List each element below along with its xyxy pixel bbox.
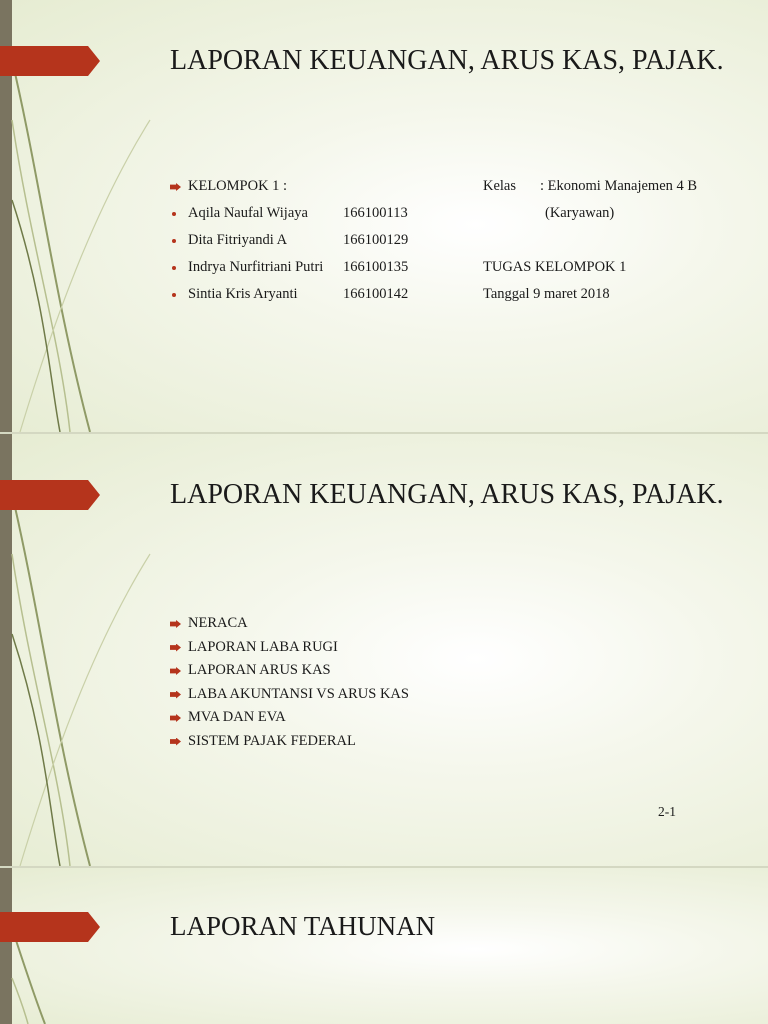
- dot-bullet-icon: [172, 293, 176, 297]
- list-item: [170, 709, 409, 733]
- list-item: [170, 639, 409, 663]
- topic-label: MVA DAN EVA: [188, 709, 286, 725]
- arrow-bullet-icon: [170, 620, 181, 628]
- list-item: [170, 286, 408, 313]
- topic-label: LAPORAN LABA RUGI: [188, 638, 338, 655]
- topic-label: NERACA: [188, 615, 248, 631]
- slide-title: LAPORAN KEUANGAN, ARUS KAS, PAJAK.: [170, 479, 724, 510]
- topic-label: LAPORAN ARUS KAS: [188, 662, 331, 678]
- topic-list: [170, 615, 409, 756]
- arrow-bullet-icon: [170, 644, 181, 652]
- member-name: Indrya Nurfitriani Putri: [188, 259, 324, 275]
- dot-bullet-icon: [172, 266, 176, 270]
- dot-bullet-icon: [172, 212, 176, 216]
- kelas-label: Kelas: [483, 178, 517, 194]
- slide-3: [0, 868, 768, 1024]
- topic-label: SISTEM PAJAK FEDERAL: [188, 732, 356, 749]
- member-name: Dita Fitriyandi A: [188, 232, 288, 248]
- arrow-bullet-icon: [170, 667, 181, 675]
- member-id: 166100135: [343, 259, 409, 275]
- list-item: [170, 615, 409, 639]
- arrow-bullet-icon: [170, 183, 181, 191]
- member-id: 166100142: [343, 286, 409, 302]
- title-arrow-tab: [0, 912, 100, 942]
- member-id: 166100113: [343, 205, 408, 221]
- slide-title: LAPORAN KEUANGAN, ARUS KAS, PAJAK.: [170, 45, 724, 76]
- member-list: [170, 178, 408, 313]
- task-label: TUGAS KELOMPOK 1: [483, 259, 627, 275]
- topic-label: LABA AKUNTANSI VS ARUS KAS: [188, 685, 409, 702]
- list-item: [170, 232, 408, 259]
- group-header: KELOMPOK 1 :: [188, 178, 288, 194]
- kelas-note: (Karyawan): [545, 205, 615, 221]
- list-item: [170, 733, 409, 757]
- arrow-bullet-icon: [170, 691, 181, 699]
- list-item: [170, 259, 408, 286]
- list-item: [170, 178, 408, 205]
- member-name: Aqila Naufal Wijaya: [188, 205, 308, 221]
- swoosh-decoration: [0, 868, 160, 1024]
- slide-1: [0, 0, 768, 432]
- list-item: [170, 662, 409, 686]
- slide-2: [0, 434, 768, 866]
- member-id: 166100129: [343, 232, 409, 248]
- arrow-bullet-icon: [170, 714, 181, 722]
- kelas-value: : Ekonomi Manajemen 4 B: [540, 178, 698, 194]
- member-name: Sintia Kris Aryanti: [188, 286, 298, 302]
- page-number: 2-1: [658, 804, 676, 819]
- date-label: Tanggal 9 maret 2018: [483, 286, 610, 302]
- dot-bullet-icon: [172, 239, 176, 243]
- arrow-bullet-icon: [170, 738, 181, 746]
- title-arrow-tab: [0, 46, 100, 76]
- list-item: [170, 205, 408, 232]
- title-arrow-tab: [0, 480, 100, 510]
- slide-title: LAPORAN TAHUNAN: [170, 911, 436, 941]
- list-item: [170, 686, 409, 710]
